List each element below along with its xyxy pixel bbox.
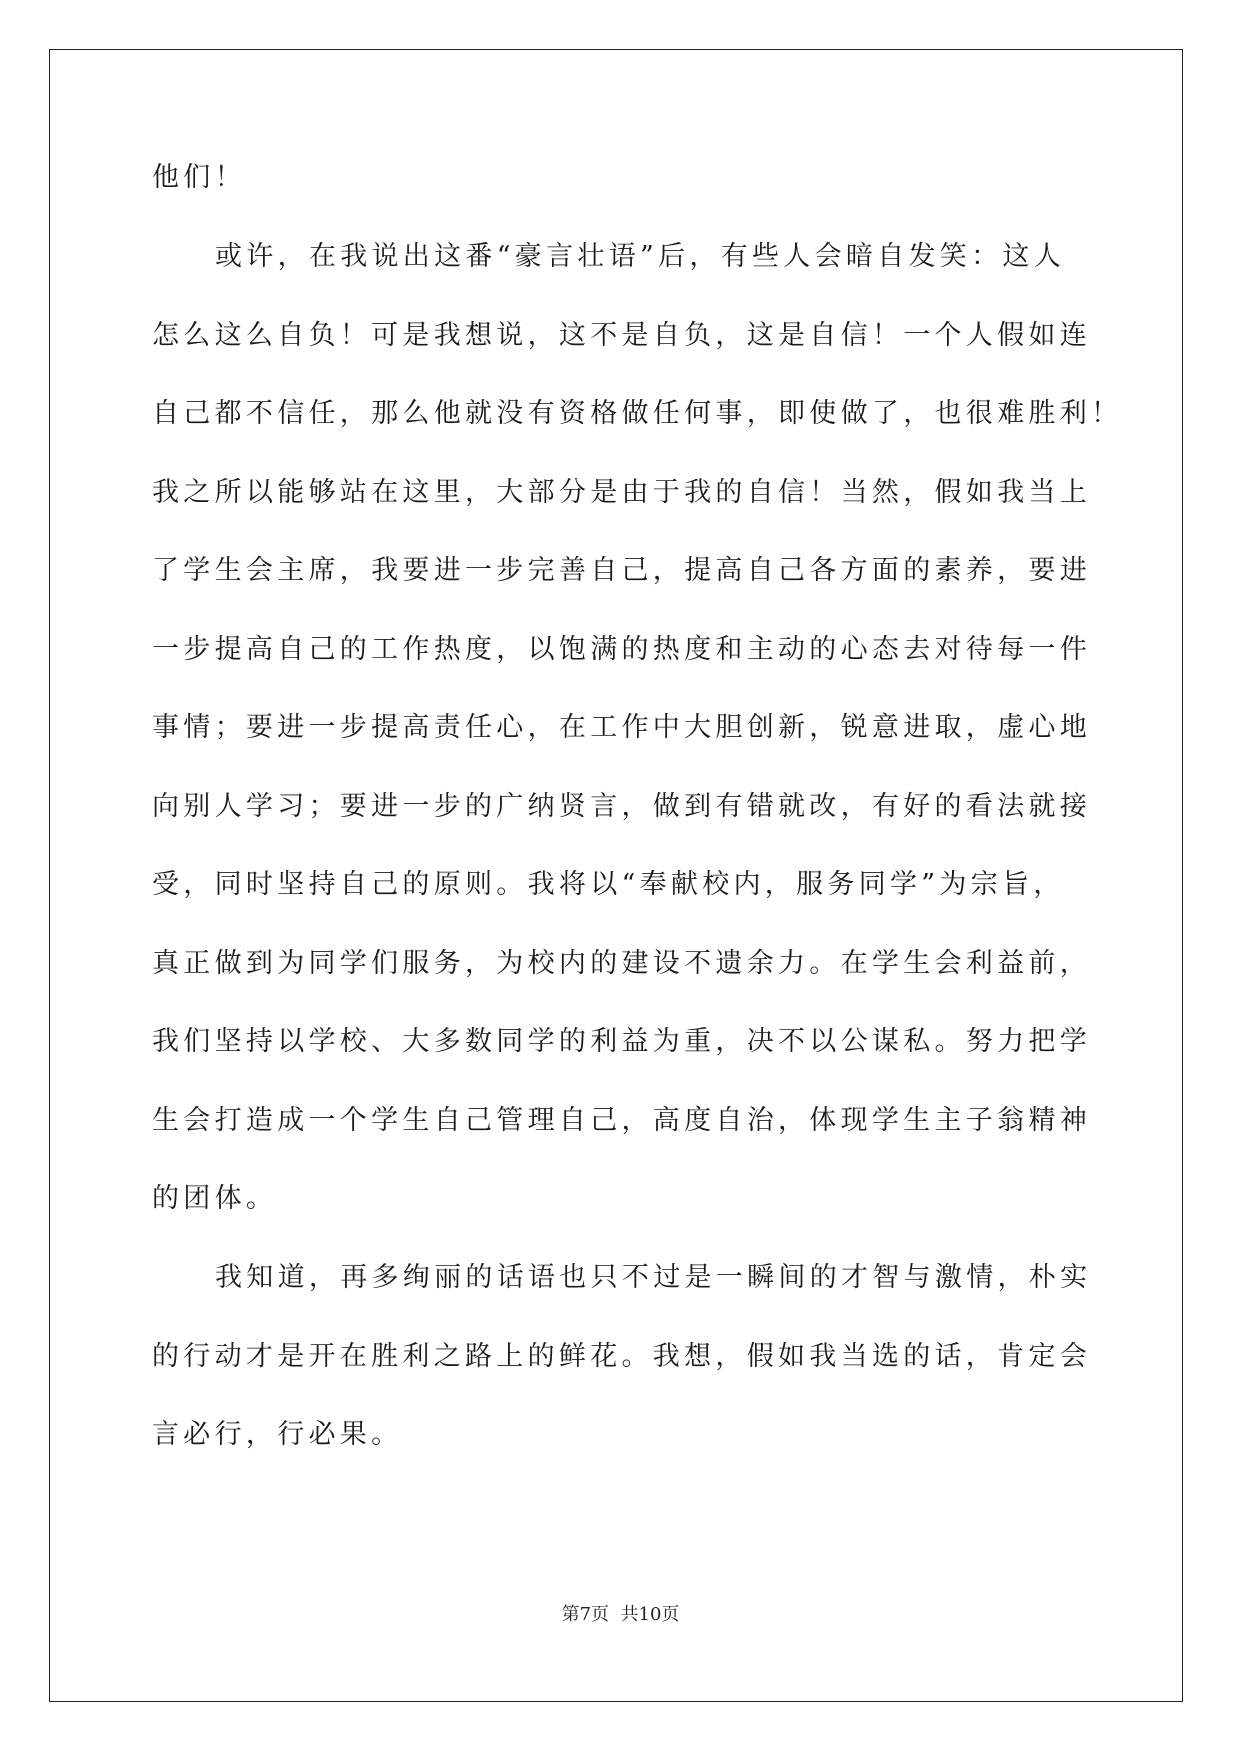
text-line: 真正做到为同学们服务，为校内的建设不遗余力。在学生会利益前， bbox=[152, 948, 1091, 979]
text-line: 的团体。 bbox=[152, 1183, 278, 1214]
text-line: 他们！ bbox=[152, 162, 246, 193]
text-line: 自己都不信任，那么他就没有资格做任何事，即使做了，也很难胜利！ bbox=[152, 398, 1123, 429]
paragraph-start-line: 我知道，再多绚丽的话语也只不过是一瞬间的才智与激情，朴实 bbox=[215, 1262, 1092, 1293]
paragraph-start-line: 或许，在我说出这番“豪言壮语”后，有些人会暗自发笑：这人 bbox=[215, 241, 1066, 272]
page-number-footer: 第7页 共10页 bbox=[561, 1604, 680, 1625]
text-line: 了学生会主席，我要进一步完善自己，提高自己各方面的素养，要进 bbox=[152, 555, 1091, 586]
text-line: 我们坚持以学校、大多数同学的利益为重，决不以公谋私。努力把学 bbox=[152, 1026, 1091, 1057]
text-line: 向别人学习；要进一步的广纳贤言，做到有错就改，有好的看法就接 bbox=[152, 791, 1091, 822]
text-line: 我之所以能够站在这里，大部分是由于我的自信！当然，假如我当上 bbox=[152, 477, 1091, 508]
text-line: 怎么这么自负！可是我想说，这不是自负，这是自信！一个人假如连 bbox=[152, 320, 1091, 351]
text-line: 事情；要进一步提高责任心，在工作中大胆创新，锐意进取，虚心地 bbox=[152, 712, 1091, 743]
text-line: 言必行，行必果。 bbox=[152, 1419, 403, 1450]
text-line: 的行动才是开在胜利之路上的鲜花。我想，假如我当选的话，肯定会 bbox=[152, 1341, 1091, 1372]
text-line: 受，同时坚持自己的原则。我将以“奉献校内，服务同学”为宗旨， bbox=[152, 869, 1065, 900]
text-line: 生会打造成一个学生自己管理自己，高度自治，体现学生主子翁精神 bbox=[152, 1105, 1091, 1136]
text-line: 一步提高自己的工作热度，以饱满的热度和主动的心态去对待每一件 bbox=[152, 634, 1091, 665]
